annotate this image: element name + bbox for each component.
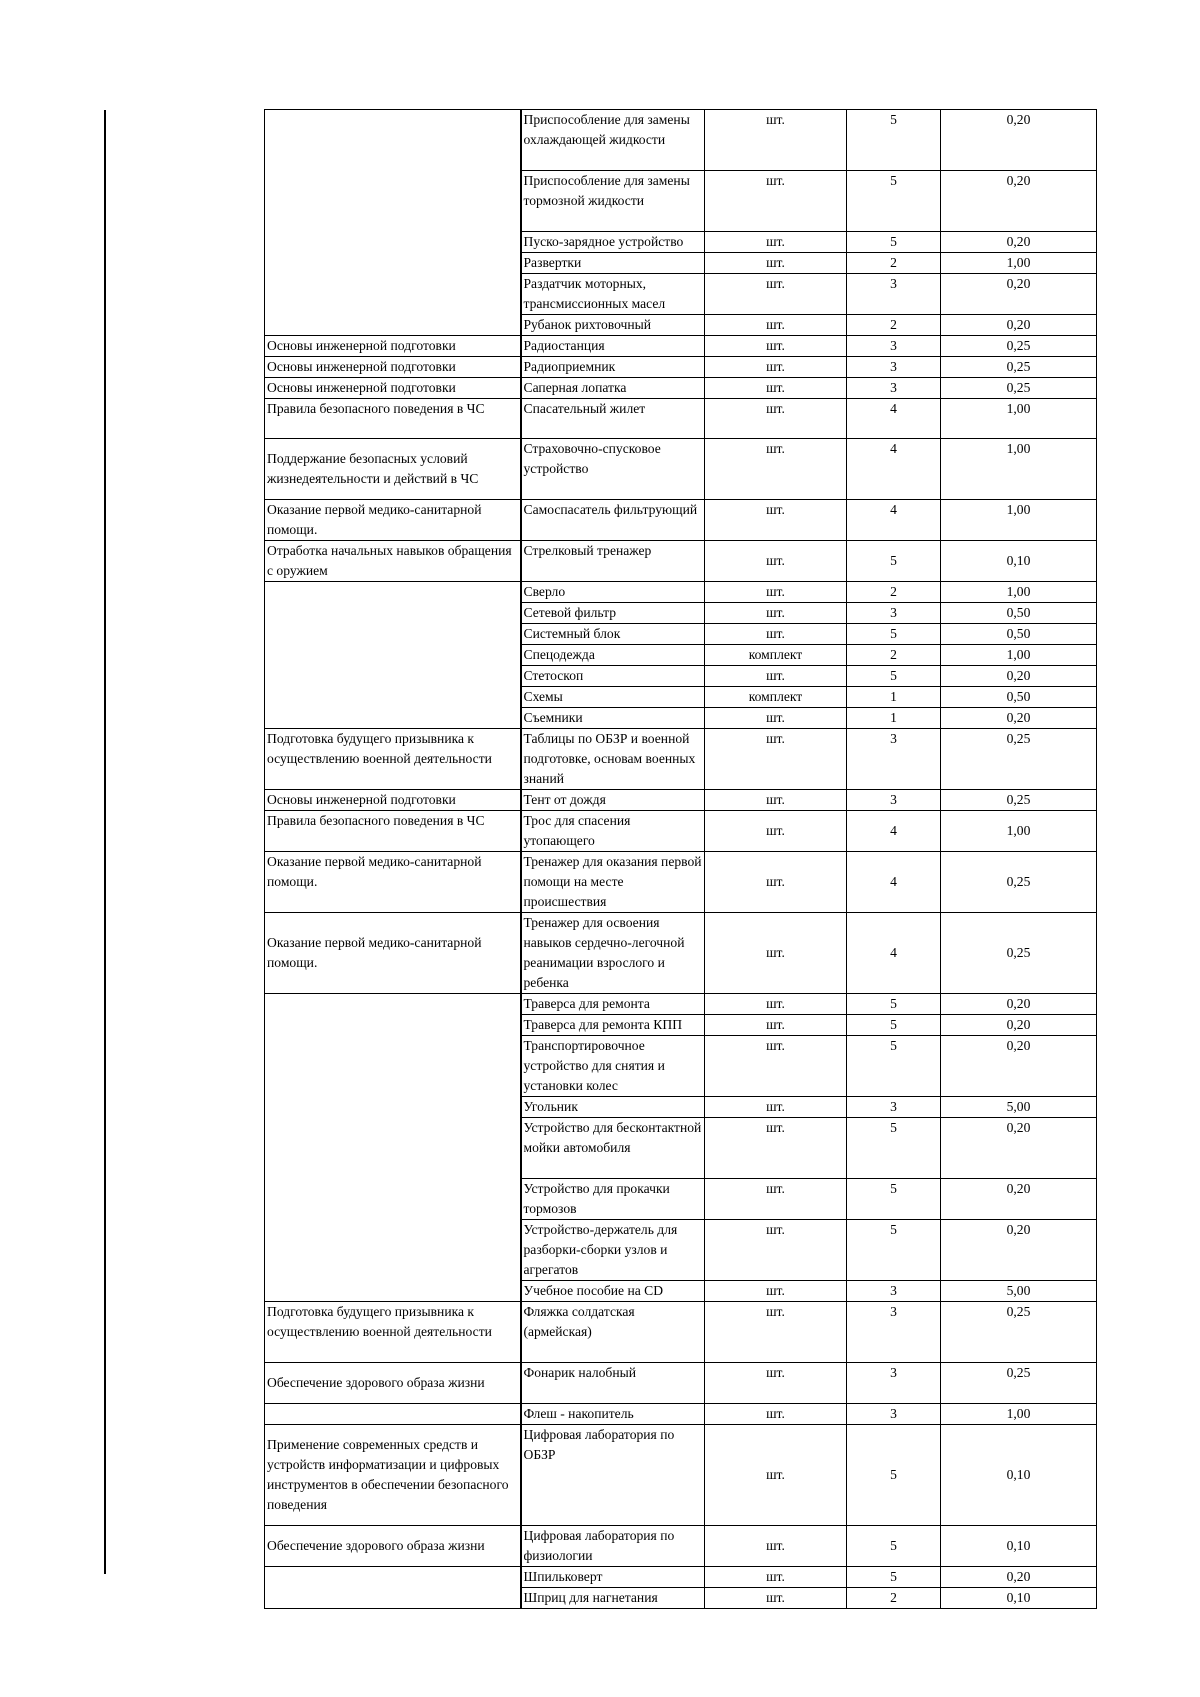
- unit-cell: шт.: [705, 1363, 847, 1404]
- period-cell: 1,00: [941, 1404, 1097, 1425]
- section-cell: Поддержание безопасных условий жизнедеятельности и действий в ЧС: [265, 439, 521, 500]
- unit-cell: шт.: [705, 1567, 847, 1588]
- section-cell: [265, 1404, 521, 1425]
- period-cell: 0,25: [941, 913, 1097, 994]
- page-margin-rule: [104, 110, 106, 1574]
- period-cell: 0,25: [941, 729, 1097, 790]
- section-cell: Правила безопасного поведения в ЧС: [265, 811, 521, 852]
- unit-cell: шт.: [705, 729, 847, 790]
- qty-cell: 2: [847, 253, 941, 274]
- name-cell: Схемы: [521, 687, 705, 708]
- period-cell: 5,00: [941, 1097, 1097, 1118]
- unit-cell: шт.: [705, 541, 847, 582]
- period-cell: 0,50: [941, 687, 1097, 708]
- table-row: [265, 1526, 1097, 1567]
- unit-cell: шт.: [705, 1097, 847, 1118]
- table-row: [265, 1404, 1097, 1425]
- qty-cell: 4: [847, 399, 941, 439]
- period-cell: 1,00: [941, 582, 1097, 603]
- table-row: [265, 994, 1097, 1015]
- unit-cell: шт.: [705, 1281, 847, 1302]
- unit-cell: шт.: [705, 399, 847, 439]
- table-row: [265, 811, 1097, 852]
- period-cell: 0,20: [941, 1015, 1097, 1036]
- name-cell: Развертки: [521, 253, 705, 274]
- qty-cell: 3: [847, 729, 941, 790]
- qty-cell: 2: [847, 582, 941, 603]
- name-cell: Сетевой фильтр: [521, 603, 705, 624]
- period-cell: 0,20: [941, 1567, 1097, 1588]
- unit-cell: шт.: [705, 1179, 847, 1220]
- qty-cell: 4: [847, 913, 941, 994]
- period-cell: 0,20: [941, 171, 1097, 232]
- unit-cell: шт.: [705, 624, 847, 645]
- qty-cell: 5: [847, 232, 941, 253]
- period-cell: 0,20: [941, 232, 1097, 253]
- name-cell: Устройство-держатель для разборки-сборки узлов и агрегатов: [521, 1220, 705, 1281]
- period-cell: 0,50: [941, 603, 1097, 624]
- name-cell: Радиостанция: [521, 336, 705, 357]
- qty-cell: 5: [847, 541, 941, 582]
- qty-cell: 5: [847, 994, 941, 1015]
- unit-cell: шт.: [705, 1118, 847, 1179]
- table-row: [265, 336, 1097, 357]
- unit-cell: шт.: [705, 790, 847, 811]
- period-cell: 0,20: [941, 994, 1097, 1015]
- section-cell: Правила безопасного поведения в ЧС: [265, 399, 521, 439]
- name-cell: Рубанок рихтовочный: [521, 315, 705, 336]
- qty-cell: 3: [847, 1302, 941, 1363]
- period-cell: 0,20: [941, 1220, 1097, 1281]
- section-cell: Подготовка будущего призывника к осуществлению военной деятельности: [265, 1302, 521, 1363]
- name-cell: Учебное пособие на CD: [521, 1281, 705, 1302]
- name-cell: Спасательный жилет: [521, 399, 705, 439]
- name-cell: Устройство для бесконтактной мойки автомобиля: [521, 1118, 705, 1179]
- section-cell: Обеспечение здорового образа жизни: [265, 1526, 521, 1567]
- unit-cell: шт.: [705, 1015, 847, 1036]
- qty-cell: 4: [847, 500, 941, 541]
- table-row: [265, 500, 1097, 541]
- period-cell: 0,25: [941, 357, 1097, 378]
- period-cell: 0,10: [941, 1526, 1097, 1567]
- unit-cell: шт.: [705, 1404, 847, 1425]
- table-row: [265, 1567, 1097, 1588]
- period-cell: 0,25: [941, 1302, 1097, 1363]
- qty-cell: 4: [847, 811, 941, 852]
- qty-cell: 3: [847, 1404, 941, 1425]
- unit-cell: шт.: [705, 315, 847, 336]
- section-cell: Применение современных средств и устройств информатизации и цифровых инструментов в обеспечении безопасного поведения: [265, 1425, 521, 1526]
- unit-cell: шт.: [705, 439, 847, 500]
- qty-cell: 3: [847, 1097, 941, 1118]
- period-cell: 0,25: [941, 852, 1097, 913]
- name-cell: Страховочно-спусковое устройство: [521, 439, 705, 500]
- period-cell: 1,00: [941, 645, 1097, 666]
- unit-cell: шт.: [705, 1425, 847, 1526]
- qty-cell: 5: [847, 1118, 941, 1179]
- name-cell: Приспособление для замены тормозной жидкости: [521, 171, 705, 232]
- name-cell: Траверса для ремонта КПП: [521, 1015, 705, 1036]
- section-cell: Оказание первой медико-санитарной помощи.: [265, 500, 521, 541]
- qty-cell: 3: [847, 336, 941, 357]
- name-cell: Тренажер для освоения навыков сердечно-легочной реанимации взрослого и ребенка: [521, 913, 705, 994]
- section-cell: Основы инженерной подготовки: [265, 378, 521, 399]
- name-cell: Флеш - накопитель: [521, 1404, 705, 1425]
- name-cell: Цифровая лаборатория по физиологии: [521, 1526, 705, 1567]
- section-cell-empty: [265, 582, 521, 729]
- period-cell: 0,25: [941, 790, 1097, 811]
- period-cell: 0,20: [941, 708, 1097, 729]
- unit-cell: шт.: [705, 1220, 847, 1281]
- period-cell: 0,10: [941, 1588, 1097, 1609]
- unit-cell: шт.: [705, 500, 847, 541]
- unit-cell: шт.: [705, 852, 847, 913]
- name-cell: Устройство для прокачки тормозов: [521, 1179, 705, 1220]
- qty-cell: 4: [847, 439, 941, 500]
- unit-cell: шт.: [705, 603, 847, 624]
- qty-cell: 3: [847, 790, 941, 811]
- name-cell: Приспособление для замены охлаждающей жидкости: [521, 110, 705, 171]
- unit-cell: шт.: [705, 357, 847, 378]
- name-cell: Фонарик налобный: [521, 1363, 705, 1404]
- name-cell: Пуско-зарядное устройство: [521, 232, 705, 253]
- table-row: [265, 582, 1097, 603]
- name-cell: Цифровая лаборатория по ОБЗР: [521, 1425, 705, 1526]
- equipment-table: [264, 109, 1097, 1609]
- section-cell: Оказание первой медико-санитарной помощи.: [265, 852, 521, 913]
- name-cell: Стрелковый тренажер: [521, 541, 705, 582]
- name-cell: Тент от дождя: [521, 790, 705, 811]
- unit-cell: шт.: [705, 913, 847, 994]
- name-cell: Шпильковерт: [521, 1567, 705, 1588]
- period-cell: 0,20: [941, 315, 1097, 336]
- name-cell: Радиоприемник: [521, 357, 705, 378]
- table-row: [265, 357, 1097, 378]
- table-row: [265, 1363, 1097, 1404]
- table-row: [265, 399, 1097, 439]
- section-cell-empty: [265, 994, 521, 1302]
- table-row: [265, 1425, 1097, 1526]
- name-cell: Раздатчик моторных, трансмиссионных масел: [521, 274, 705, 315]
- name-cell: Трос для спасения утопающего: [521, 811, 705, 852]
- name-cell: Угольник: [521, 1097, 705, 1118]
- unit-cell: шт.: [705, 171, 847, 232]
- period-cell: 1,00: [941, 399, 1097, 439]
- table-row: [265, 439, 1097, 500]
- table-row: [265, 729, 1097, 790]
- name-cell: Спецодежда: [521, 645, 705, 666]
- period-cell: 0,20: [941, 110, 1097, 171]
- qty-cell: 3: [847, 1363, 941, 1404]
- qty-cell: 5: [847, 624, 941, 645]
- period-cell: 1,00: [941, 439, 1097, 500]
- section-cell: Отработка начальных навыков обращения с оружием: [265, 541, 521, 582]
- name-cell: Стетоскоп: [521, 666, 705, 687]
- table-row: [265, 110, 1097, 171]
- qty-cell: 3: [847, 603, 941, 624]
- period-cell: 0,25: [941, 336, 1097, 357]
- name-cell: Самоспасатель фильтрующий: [521, 500, 705, 541]
- name-cell: Тренажер для оказания первой помощи на месте происшествия: [521, 852, 705, 913]
- name-cell: Съемники: [521, 708, 705, 729]
- period-cell: 0,25: [941, 378, 1097, 399]
- name-cell: Сверло: [521, 582, 705, 603]
- name-cell: Системный блок: [521, 624, 705, 645]
- table-row: [265, 852, 1097, 913]
- unit-cell: шт.: [705, 1526, 847, 1567]
- section-cell: Основы инженерной подготовки: [265, 357, 521, 378]
- section-cell-empty: [265, 1567, 521, 1609]
- unit-cell: шт.: [705, 994, 847, 1015]
- table-row: [265, 1302, 1097, 1363]
- qty-cell: 5: [847, 1526, 941, 1567]
- table-row: [265, 790, 1097, 811]
- qty-cell: 3: [847, 274, 941, 315]
- period-cell: 0,10: [941, 541, 1097, 582]
- qty-cell: 2: [847, 1588, 941, 1609]
- section-cell: Основы инженерной подготовки: [265, 336, 521, 357]
- qty-cell: 5: [847, 666, 941, 687]
- period-cell: 0,50: [941, 624, 1097, 645]
- period-cell: 0,20: [941, 1036, 1097, 1097]
- section-cell: Основы инженерной подготовки: [265, 790, 521, 811]
- period-cell: 0,25: [941, 1363, 1097, 1404]
- unit-cell: шт.: [705, 708, 847, 729]
- qty-cell: 5: [847, 110, 941, 171]
- qty-cell: 5: [847, 1567, 941, 1588]
- unit-cell: шт.: [705, 1302, 847, 1363]
- name-cell: Фляжка солдатская (армейская): [521, 1302, 705, 1363]
- qty-cell: 5: [847, 1220, 941, 1281]
- qty-cell: 3: [847, 1281, 941, 1302]
- unit-cell: шт.: [705, 336, 847, 357]
- period-cell: 0,20: [941, 1179, 1097, 1220]
- unit-cell: шт.: [705, 582, 847, 603]
- table-row: [265, 913, 1097, 994]
- period-cell: 0,20: [941, 1118, 1097, 1179]
- section-cell: Обеспечение здорового образа жизни: [265, 1363, 521, 1404]
- qty-cell: 5: [847, 1425, 941, 1526]
- table-row: [265, 378, 1097, 399]
- qty-cell: 5: [847, 1179, 941, 1220]
- qty-cell: 4: [847, 852, 941, 913]
- period-cell: 1,00: [941, 500, 1097, 541]
- unit-cell: шт.: [705, 811, 847, 852]
- unit-cell: шт.: [705, 666, 847, 687]
- period-cell: 0,20: [941, 274, 1097, 315]
- qty-cell: 5: [847, 171, 941, 232]
- unit-cell: комплект: [705, 645, 847, 666]
- section-cell-empty: [265, 110, 521, 336]
- unit-cell: шт.: [705, 274, 847, 315]
- qty-cell: 1: [847, 708, 941, 729]
- name-cell: Транспортировочное устройство для снятия и установки колес: [521, 1036, 705, 1097]
- qty-cell: 5: [847, 1015, 941, 1036]
- section-cell: Оказание первой медико-санитарной помощи.: [265, 913, 521, 994]
- name-cell: Таблицы по ОБЗР и военной подготовке, основам военных знаний: [521, 729, 705, 790]
- name-cell: Саперная лопатка: [521, 378, 705, 399]
- unit-cell: шт.: [705, 378, 847, 399]
- qty-cell: 5: [847, 1036, 941, 1097]
- qty-cell: 2: [847, 315, 941, 336]
- table-row: [265, 541, 1097, 582]
- unit-cell: шт.: [705, 1036, 847, 1097]
- period-cell: 5,00: [941, 1281, 1097, 1302]
- qty-cell: 3: [847, 357, 941, 378]
- unit-cell: комплект: [705, 687, 847, 708]
- qty-cell: 2: [847, 645, 941, 666]
- qty-cell: 3: [847, 378, 941, 399]
- qty-cell: 1: [847, 687, 941, 708]
- period-cell: 1,00: [941, 811, 1097, 852]
- unit-cell: шт.: [705, 110, 847, 171]
- section-cell: Подготовка будущего призывника к осуществлению военной деятельности: [265, 729, 521, 790]
- unit-cell: шт.: [705, 1588, 847, 1609]
- unit-cell: шт.: [705, 232, 847, 253]
- name-cell: Шприц для нагнетания: [521, 1588, 705, 1609]
- name-cell: Траверса для ремонта: [521, 994, 705, 1015]
- period-cell: 0,20: [941, 666, 1097, 687]
- period-cell: 0,10: [941, 1425, 1097, 1526]
- unit-cell: шт.: [705, 253, 847, 274]
- period-cell: 1,00: [941, 253, 1097, 274]
